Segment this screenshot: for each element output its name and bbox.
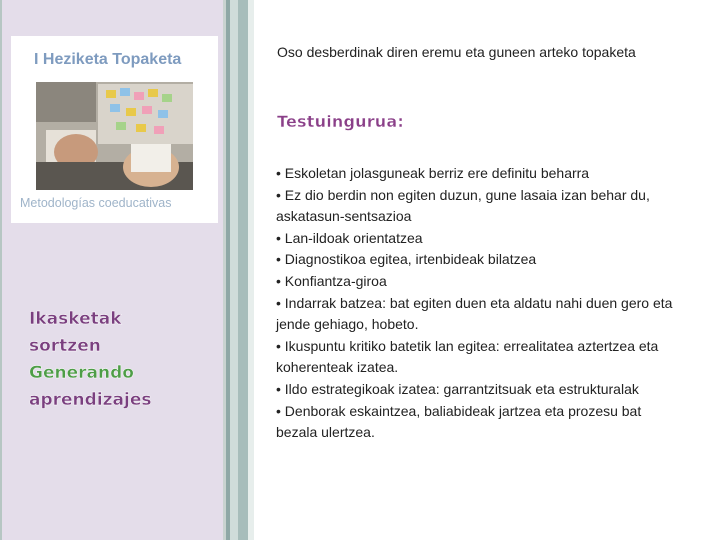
photo-card-footer: Metodologías coeducativas [20,196,172,210]
section-title: Testuingurua: [277,112,404,131]
photo-card-title: I Heziketa Topaketa [34,51,182,68]
divider-stripe [230,0,238,540]
list-item: • Lan-ildoak orientatzea [276,229,423,246]
list-item: • Denborak eskaintzea, baliabideak jartzea eta prozesu bat bezala ulertzea. [276,402,642,441]
left-heading [29,306,152,414]
intro-text: Oso desberdinak diren eremu eta guneen arteko topaketa [277,44,636,60]
bullet-list [276,163,686,444]
event-photo-card [11,36,218,223]
list-item: • Diagnostikoa egitea, irtenbideak bilatzea [276,251,537,268]
heading-line-3: Generando [29,363,134,383]
heading-line-2: sortzen [29,336,101,356]
decorative-divider [226,0,254,540]
list-item: • Eskoletan jolasguneak berriz ere definitu beharra [276,165,590,181]
list-item: • Ikuspuntu kritiko batetik lan egitea: errealitatea aztertzea eta koherenteak izatea. [276,337,659,376]
divider-stripe [238,0,248,540]
divider-stripe [248,0,254,540]
heading-line-1: Ikasketak [29,309,122,329]
list-item: • Ez dio berdin non egiten duzun, gune lasaia izan behar du, askatasun-sentsazioa [276,186,650,225]
list-item: • Indarrak batzea: bat egiten duen eta aldatu nahi duen gero eta jende gehiago, hobeto. [276,294,673,333]
list-item: • Ildo estrategikoak izatea: garrantzitsuak eta estrukturalak [276,380,639,397]
heading-line-4: aprendizajes [29,390,152,410]
workshop-photo [36,82,193,190]
list-item: • Konfiantza-giroa [276,272,387,289]
left-panel [0,0,226,540]
